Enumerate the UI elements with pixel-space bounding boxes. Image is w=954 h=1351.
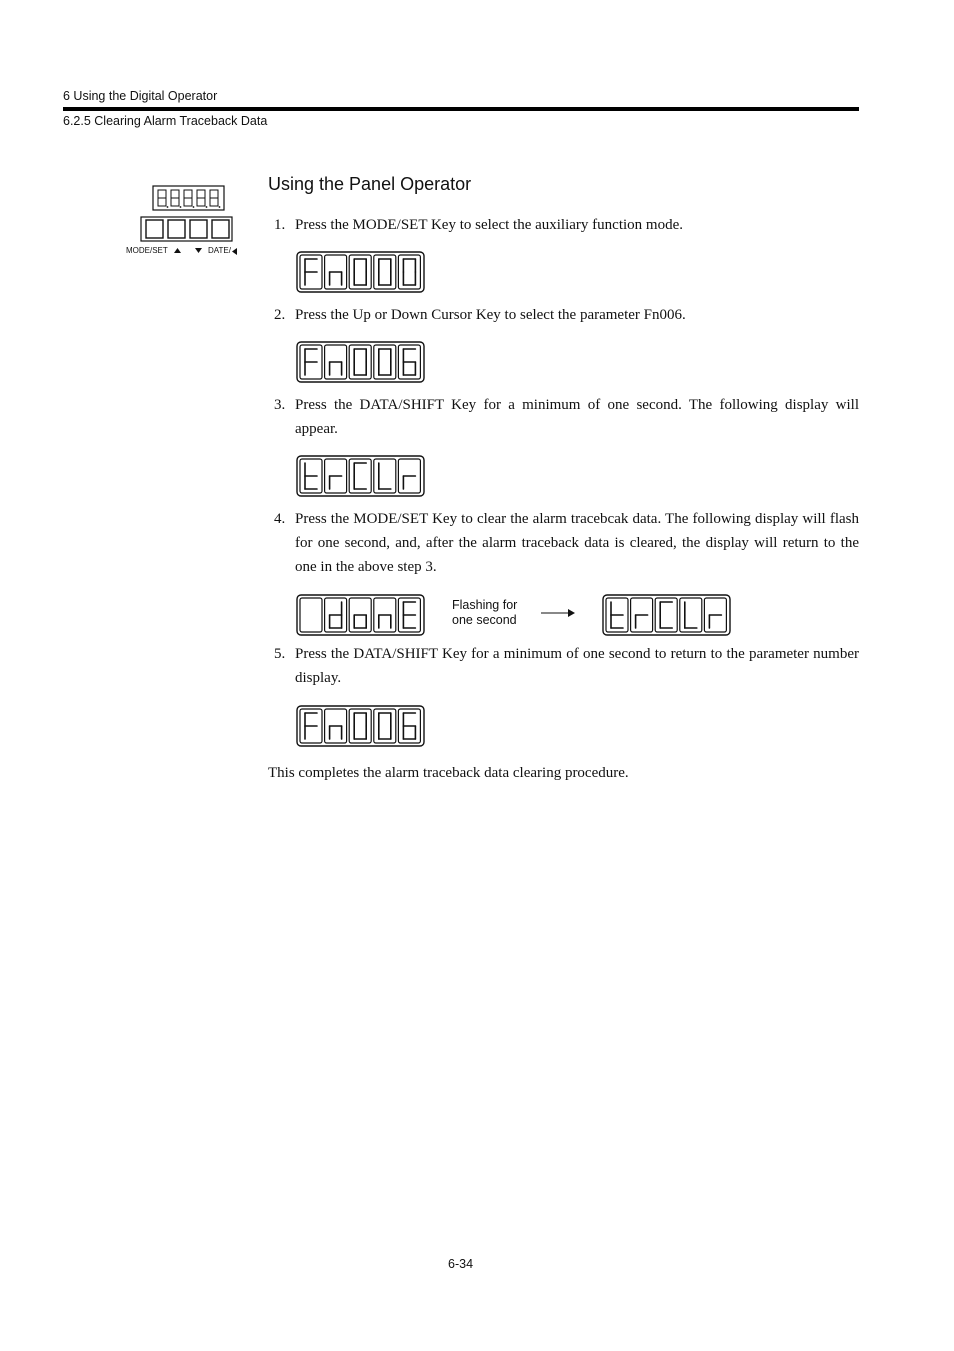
digit-cell: [374, 255, 396, 289]
digit-cell: [349, 709, 371, 743]
step-5: [268, 642, 859, 690]
panel-operator-icon: [122, 182, 242, 262]
step-number: 5.: [274, 646, 286, 662]
step-text: Press the MODE/SET Key to select the auxiliary function mode.: [295, 217, 683, 233]
digit-cell: [374, 345, 396, 379]
right-arrow-icon: [541, 606, 577, 620]
digit-cell: [374, 709, 396, 743]
step-2: [268, 303, 859, 327]
data-shift-key-label: DATE/: [208, 246, 231, 255]
header-rule: [63, 107, 859, 111]
digit-cell: [680, 598, 702, 632]
subsection-header: 6.2.5 Clearing Alarm Traceback Data: [63, 114, 268, 128]
seven-segment-display: [296, 455, 426, 499]
seven-segment-display: [296, 705, 426, 749]
step-text: Press the Up or Down Cursor Key to select the parameter Fn006.: [295, 307, 686, 323]
step-number: 2.: [274, 307, 286, 323]
lcd-display-step-4-after: [602, 594, 730, 636]
step-number: 3.: [274, 397, 286, 413]
closing-sentence: This completes the alarm traceback data clearing procedure.: [268, 765, 629, 781]
down-arrow-icon: [195, 248, 202, 254]
lcd-display-step-5: [296, 705, 424, 747]
seven-segment-display: [296, 341, 426, 385]
digit-cell: [398, 255, 420, 289]
page-number: 6-34: [448, 1257, 474, 1271]
lcd-display-step-4-flash: [296, 594, 424, 636]
digit-cell: [349, 459, 371, 493]
seven-segment-display: [602, 594, 732, 638]
left-arrow-icon: [232, 248, 238, 255]
step-1: [268, 213, 859, 237]
digit-cell: [349, 255, 371, 289]
flash-note-line-1: Flashing for: [452, 598, 518, 612]
lcd-display-step-3: [296, 455, 424, 497]
digit-cell: [374, 459, 396, 493]
step-text: Press the DATA/SHIFT Key for a minimum of one second to return to the parameter number display.: [295, 646, 859, 686]
lcd-display-step-1: [296, 251, 424, 293]
chapter-header: 6 Using the Digital Operator: [63, 89, 218, 103]
digit-cell: [655, 598, 677, 632]
section-title: Using the Panel Operator: [268, 174, 472, 194]
panel-operator-drawing: [122, 182, 242, 244]
digit-cell: [300, 598, 322, 632]
step-text: Press the DATA/SHIFT Key for a minimum of one second. The following display will appear.: [295, 397, 859, 437]
up-arrow-icon: [174, 248, 181, 254]
step-4: [268, 507, 859, 579]
mode-set-key-label: MODE/SET: [126, 246, 168, 255]
flash-note: [452, 598, 517, 628]
step-number: 4.: [274, 511, 286, 527]
seven-segment-display: [296, 594, 426, 638]
step-text: Press the MODE/SET Key to clear the alarm tracebcak data. The following display will flash for one second, and, after the alarm traceback data is cleared, the display will return to the one in the above step 3.: [295, 511, 859, 575]
seven-segment-display: [296, 251, 426, 295]
lcd-display-step-2: [296, 341, 424, 383]
step-3: [268, 393, 859, 441]
flash-note-line-2: one second: [452, 613, 517, 627]
step-number: 1.: [274, 217, 286, 233]
digit-cell: [349, 345, 371, 379]
